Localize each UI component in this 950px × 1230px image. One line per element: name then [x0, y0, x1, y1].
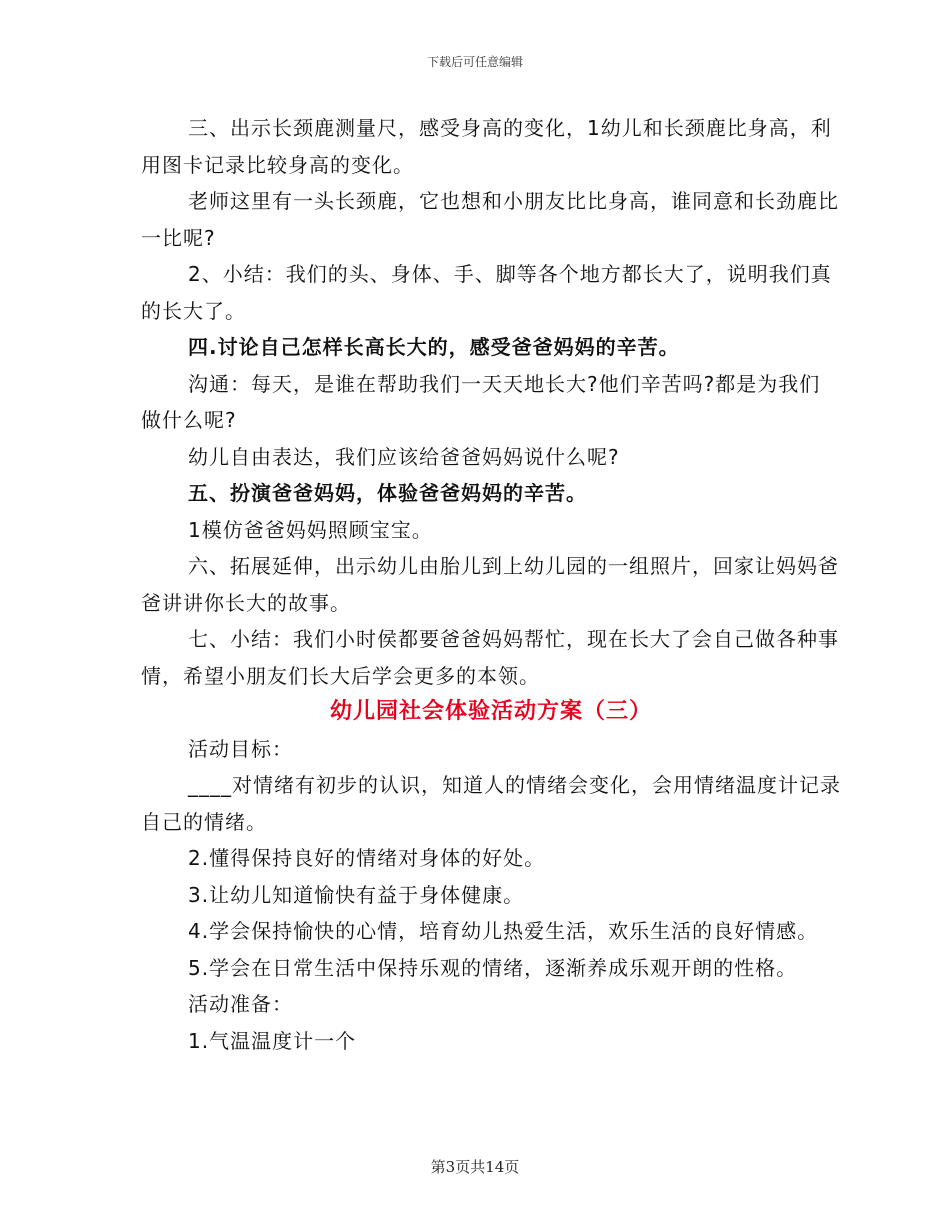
- paragraph-free-expression: 幼儿自由表达，我们应该给爸爸妈妈说什么呢?: [188, 444, 620, 469]
- page-footer: 第3页共14页: [430, 1158, 520, 1176]
- goal-5: 5.学会在日常生活中保持乐观的情绪，逐渐养成乐观开朗的性格。: [188, 955, 798, 980]
- goal-2: 2.懂得保持良好的情绪对身体的好处。: [188, 846, 546, 870]
- goal-3: 3.让幼儿知道愉快有益于身体健康。: [188, 882, 525, 907]
- paragraph-step-5-heading: 五、扮演爸爸妈妈，体验爸爸妈妈的辛苦。: [188, 481, 587, 505]
- paragraph-communication: 沟通：每天，是谁在帮助我们一天天地长大?他们辛苦吗?都是为我们做什么呢?: [141, 371, 821, 432]
- activity-goals-label: 活动目标：: [188, 736, 293, 761]
- paragraph-step-3: 三、出示长颈鹿测量尺，感受身高的变化，1幼儿和长颈鹿比身高，利用图卡记录比较身高的变化。: [141, 116, 832, 177]
- paragraph-giraffe: 老师这里有一头长颈鹿，它也想和小朋友比比身高，谁同意和长劲鹿比一比呢?: [141, 189, 839, 250]
- paragraph-step-7: 七、小结：我们小时侯都要爸爸妈妈帮忙，现在长大了会自己做各种事情，希望小朋友们长大后学会更多的本领。: [141, 627, 839, 688]
- activity-prep-label: 活动准备：: [188, 992, 293, 1016]
- document-body: [141, 110, 841, 1059]
- paragraph-step-4-heading: 四.讨论自己怎样长高长大的，感受爸爸妈妈的辛苦。: [188, 335, 680, 359]
- page-header: 下载后可任意编辑: [426, 55, 523, 69]
- prep-item-1: 1.气温温度计一个: [188, 1028, 357, 1053]
- goal-1: ____对情绪有初步的认识，知道人的情绪会变化，会用情绪温度计记录自己的情绪。: [141, 773, 841, 834]
- paragraph-step-6: 六、拓展延伸，出示幼儿由胎儿到上幼儿园的一组照片，回家让妈妈爸爸讲讲你长大的故事。: [141, 554, 839, 615]
- section-title: 幼儿园社会体验活动方案（三）: [329, 699, 652, 724]
- goal-4: 4.学会保持愉快的心情，培育幼儿热爱生活，欢乐生活的良好情感。: [188, 919, 819, 943]
- paragraph-imitate: 1模仿爸爸妈妈照顾宝宝。: [188, 517, 433, 542]
- paragraph-summary-2: 2、小结：我们的头、身体、手、脚等各个地方都长大了，说明我们真的长大了。: [141, 262, 832, 323]
